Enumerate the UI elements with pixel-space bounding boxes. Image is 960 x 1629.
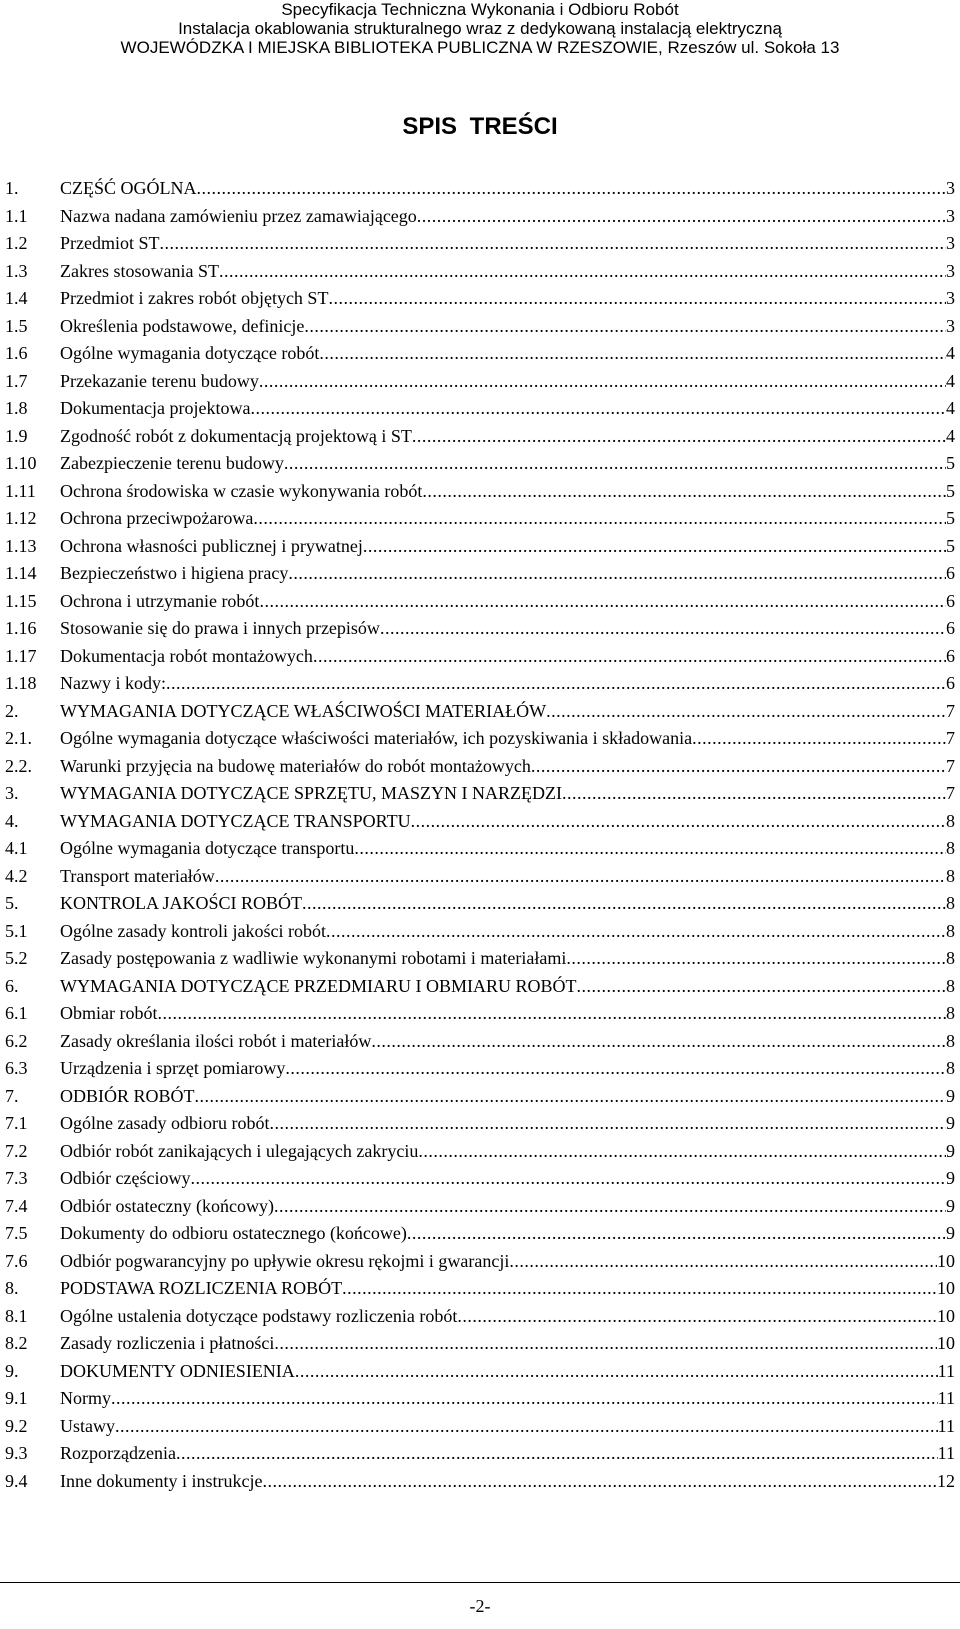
toc-leader-dots [417, 203, 946, 231]
toc-entry-body [60, 945, 955, 973]
toc-entry-number: 7.3 [5, 1168, 28, 1188]
toc-entry-body [60, 1138, 955, 1166]
toc-entry-number: 1.3 [5, 260, 28, 281]
toc-entry-body [60, 1248, 955, 1276]
toc-entry-page: 7 [946, 700, 955, 721]
toc-entry-number: 1.7 [5, 370, 28, 391]
toc-entry-body [60, 313, 955, 341]
toc-entry-body [60, 285, 955, 313]
toc-entry-page: 8 [946, 893, 955, 913]
toc-leader-dots [250, 395, 946, 423]
toc-entry-page: 4 [946, 343, 955, 363]
toc-entry[interactable] [5, 725, 955, 753]
toc-entry-body [60, 1055, 955, 1083]
toc-leader-dots [380, 615, 946, 643]
toc-entry-title: Przedmiot ST [60, 233, 160, 253]
toc-entry-page: 5 [946, 508, 955, 528]
toc-entry[interactable] [5, 1440, 955, 1468]
toc-leader-dots [219, 258, 946, 286]
toc-entry[interactable] [5, 533, 955, 561]
toc-entry-title: Dokumenty do odbioru ostatecznego (końcowe) [60, 1223, 407, 1243]
toc-entry[interactable] [5, 588, 955, 616]
toc-entry-body [60, 835, 955, 863]
toc-entry-title: Przekazanie terenu budowy [60, 370, 259, 391]
toc-entry-number: 9.2 [5, 1415, 28, 1436]
toc-entry[interactable] [5, 945, 955, 973]
toc-entry-body [60, 560, 955, 588]
toc-leader-dots [412, 423, 946, 451]
toc-leader-dots [195, 1083, 946, 1111]
toc-entry-body [60, 670, 955, 698]
toc-leader-dots [304, 313, 946, 341]
toc-entry-number: 3. [5, 783, 19, 803]
toc-entry-title: Obmiar robót [60, 1003, 158, 1023]
toc-entry-title: WYMAGANIA DOTYCZĄCE PRZEDMIARU I OBMIARU ROBÓT [60, 975, 577, 996]
toc-leader-dots [253, 505, 946, 533]
toc-entry-body [60, 780, 955, 808]
toc-entry[interactable] [5, 1303, 955, 1331]
toc-entry-page: 11 [937, 1388, 955, 1408]
toc-leader-dots [328, 285, 946, 313]
toc-entry-title: Stosowanie się do prawa i innych przepisów [60, 618, 380, 638]
toc-leader-dots [326, 918, 946, 946]
toc-entry-body [60, 1220, 955, 1248]
toc-entry-body [60, 423, 955, 451]
toc-entry[interactable] [5, 175, 955, 203]
toc-entry-page: 8 [946, 1030, 955, 1051]
toc-entry-page: 6 [946, 673, 955, 693]
toc-entry-page: 3 [946, 260, 955, 281]
toc-entry-number: 4.1 [5, 838, 28, 858]
toc-entry[interactable] [5, 863, 955, 891]
toc-entry-body [60, 615, 955, 643]
toc-leader-dots [577, 973, 947, 1001]
toc-entry-page: 9 [946, 1168, 955, 1188]
toc-entry-body [60, 643, 955, 671]
toc-entry-page: 4 [946, 370, 955, 391]
toc-entry-number: 7.4 [5, 1195, 28, 1216]
toc-leader-dots [407, 1220, 946, 1248]
toc-leader-dots [371, 1028, 946, 1056]
toc-leader-dots [302, 890, 946, 918]
toc-entry-title: Ochrona i utrzymanie robót [60, 590, 260, 611]
toc-entry-page: 10 [937, 1333, 955, 1353]
toc-entry-number: 9.4 [5, 1470, 28, 1491]
toc-entry-number: 1.8 [5, 398, 28, 418]
toc-entry[interactable] [5, 1055, 955, 1083]
header-title: Specyfikacja Techniczna Wykonania i Odbioru Robót [281, 0, 679, 19]
toc-entry[interactable] [5, 560, 955, 588]
toc-entry-number: 2.1. [5, 728, 32, 748]
toc-entry-page: 8 [946, 920, 955, 941]
toc-entry-number: 6.2 [5, 1030, 28, 1051]
toc-entry[interactable] [5, 1028, 955, 1056]
toc-entry-number: 9.3 [5, 1443, 28, 1463]
toc-entry-title: Ochrona własności publicznej i prywatnej [60, 535, 363, 556]
toc-entry-body [60, 1468, 955, 1496]
toc-entry-body [60, 890, 955, 918]
toc-entry[interactable] [5, 230, 955, 258]
toc-entry-title: Zasady postępowania z wadliwie wykonanymi robotami i materiałami [60, 948, 567, 968]
toc-entry-body [60, 203, 955, 231]
toc-entry-title: WYMAGANIA DOTYCZĄCE SPRZĘTU, MASZYN I NARZĘDZI [60, 783, 562, 803]
document-header [0, 0, 960, 57]
toc-entry-page: 3 [946, 315, 955, 336]
toc-entry-title: PODSTAWA ROZLICZENIA ROBÓT [60, 1278, 343, 1298]
toc-entry-number: 7.2 [5, 1140, 28, 1161]
toc-leader-dots [509, 1248, 937, 1276]
toc-entry[interactable] [5, 1248, 955, 1276]
toc-entry-number: 9.1 [5, 1388, 28, 1408]
toc-entry-title: Ustawy [60, 1415, 115, 1436]
toc-entry-page: 8 [946, 975, 955, 996]
toc-entry-body [60, 175, 955, 203]
toc-entry-number: 1.2 [5, 233, 28, 253]
toc-entry-body [60, 588, 955, 616]
toc-entry[interactable] [5, 615, 955, 643]
toc-entry-page: 9 [946, 1223, 955, 1243]
toc-entry-number: 1.12 [5, 508, 37, 528]
toc-entry[interactable] [5, 1220, 955, 1248]
toc-entry-body [60, 753, 955, 781]
toc-entry[interactable] [5, 203, 955, 231]
toc-entry-body [60, 1028, 955, 1056]
header-subtitle: Instalacja okablowania strukturalnego wraz z dedykowaną instalacją elektryczną [178, 19, 782, 38]
toc-entry-page: 5 [946, 480, 955, 501]
toc-entry-number: 6.3 [5, 1058, 28, 1078]
toc-entry-body [60, 808, 955, 836]
toc-entry-number: 7.1 [5, 1113, 28, 1133]
toc-entry-number: 1. [5, 178, 19, 198]
toc-entry[interactable] [5, 890, 955, 918]
toc-entry-title: Ogólne wymagania dotyczące robót [60, 343, 320, 363]
toc-entry-number: 2.2. [5, 755, 32, 776]
toc-leader-dots [363, 533, 946, 561]
toc-leader-dots [157, 1000, 946, 1028]
toc-entry-body [60, 1083, 955, 1111]
toc-entry-body [60, 1385, 955, 1413]
toc-entry-page: 4 [946, 425, 955, 446]
toc-entry-title: KONTROLA JAKOŚCI ROBÓT [60, 893, 303, 913]
toc-entry-title: WYMAGANIA DOTYCZĄCE TRANSPORTU [60, 810, 411, 831]
toc-entry-number: 5.2 [5, 948, 28, 968]
toc-entry[interactable] [5, 258, 955, 286]
toc-entry-body [60, 1358, 955, 1386]
toc-entry-page: 8 [946, 1003, 955, 1023]
toc-entry[interactable] [5, 505, 955, 533]
toc-entry[interactable] [5, 285, 955, 313]
toc-entry-number: 4. [5, 810, 19, 831]
toc-entry-page: 8 [946, 865, 955, 886]
toc-entry-number: 7.6 [5, 1250, 28, 1271]
toc-entry-body [60, 505, 955, 533]
toc-entry-title: Odbiór częściowy [60, 1168, 191, 1188]
toc-entry[interactable] [5, 450, 955, 478]
header-institution: WOJEWÓDZKA I MIEJSKA BIBLIOTEKA PUBLICZNA W RZESZOWIE, Rzeszów ul. Sokoła 13 [120, 38, 840, 57]
toc-entry[interactable] [5, 395, 955, 423]
toc-entry-title: Ogólne zasady odbioru robót [60, 1113, 270, 1133]
toc-leader-dots [562, 780, 946, 808]
toc-entry-page: 9 [946, 1113, 955, 1133]
toc-leader-dots [274, 1193, 946, 1221]
toc-leader-dots [259, 588, 946, 616]
toc-entry-title: Ochrona środowiska w czasie wykonywania robót [60, 480, 423, 501]
toc-entry[interactable] [5, 973, 955, 1001]
toc-entry-page: 6 [946, 563, 955, 583]
toc-leader-dots [418, 1138, 946, 1166]
toc-entry-title: Odbiór ostateczny (końcowy) [60, 1195, 274, 1216]
toc-entry-title: Ogólne zasady kontroli jakości robót [60, 920, 326, 941]
toc-entry[interactable] [5, 1083, 955, 1111]
toc-entry-body [60, 258, 955, 286]
toc-leader-dots [354, 835, 946, 863]
toc-entry-number: 5. [5, 893, 19, 913]
toc-entry-title: Nazwy i kody: [60, 673, 166, 693]
toc-entry-body [60, 1110, 955, 1138]
table-of-contents [5, 175, 955, 1495]
toc-entry[interactable] [5, 1193, 955, 1221]
toc-leader-dots [259, 368, 946, 396]
toc-entry-title: Określenia podstawowe, definicje [60, 315, 305, 336]
toc-entry-page: 8 [946, 838, 955, 858]
toc-entry-title: Urządzenia i sprzęt pomiarowy [60, 1058, 286, 1078]
toc-entry-body [60, 340, 955, 368]
toc-leader-dots [288, 560, 946, 588]
toc-entry-page: 10 [937, 1250, 955, 1271]
toc-entry-title: Ogólne wymagania dotyczące transportu [60, 838, 355, 858]
toc-entry-number: 1.11 [5, 480, 36, 501]
toc-entry-title: Zasady określania ilości robót i materiałów [60, 1030, 372, 1051]
toc-entry-number: 1.5 [5, 315, 28, 336]
toc-entry-title: Inne dokumenty i instrukcje [60, 1470, 263, 1491]
toc-entry-number: 8.1 [5, 1305, 28, 1326]
toc-leader-dots [546, 698, 946, 726]
toc-entry-page: 8 [946, 810, 955, 831]
toc-entry-number: 6. [5, 975, 19, 996]
toc-entry[interactable] [5, 643, 955, 671]
toc-entry-title: Przedmiot i zakres robót objętych ST [60, 288, 329, 308]
toc-entry[interactable] [5, 780, 955, 808]
toc-entry[interactable] [5, 423, 955, 451]
toc-entry-body [60, 973, 955, 1001]
toc-entry-number: 7.5 [5, 1223, 28, 1243]
toc-title: SPIS TREŚCI [402, 113, 558, 140]
toc-entry-number: 1.16 [5, 618, 37, 638]
toc-entry-page: 3 [946, 205, 955, 226]
toc-entry-page: 7 [946, 728, 955, 748]
toc-entry-number: 1.9 [5, 425, 28, 446]
toc-leader-dots [531, 753, 946, 781]
toc-entry-number: 8. [5, 1278, 19, 1298]
toc-entry[interactable] [5, 368, 955, 396]
toc-entry-page: 11 [937, 1443, 955, 1463]
toc-entry[interactable] [5, 808, 955, 836]
toc-entry-page: 5 [946, 535, 955, 556]
toc-entry-title: Nazwa nadana zamówieniu przez zamawiającego [60, 205, 417, 226]
toc-entry[interactable] [5, 1275, 955, 1303]
toc-entry-page: 3 [946, 178, 955, 198]
toc-entry-page: 9 [946, 1140, 955, 1161]
toc-entry-page: 10 [937, 1305, 955, 1326]
toc-entry-number: 1.18 [5, 673, 37, 693]
toc-leader-dots [411, 808, 946, 836]
toc-entry-title: Dokumentacja robót montażowych [60, 645, 313, 666]
toc-leader-dots [111, 1385, 938, 1413]
toc-leader-dots [295, 1358, 938, 1386]
toc-entry-page: 12 [937, 1470, 955, 1491]
toc-entry-body [60, 478, 955, 506]
toc-entry-body [60, 918, 955, 946]
toc-entry-number: 1.14 [5, 563, 37, 583]
toc-entry-title: Odbiór pogwarancyjny po upływie okresu rękojmi i gwarancji [60, 1250, 510, 1271]
toc-entry-number: 1.6 [5, 343, 28, 363]
toc-leader-dots [692, 725, 946, 753]
toc-leader-dots [115, 1413, 938, 1441]
toc-leader-dots [313, 643, 946, 671]
toc-entry-title: DOKUMENTY ODNIESIENIA [60, 1360, 295, 1381]
toc-entry-title: Odbiór robót zanikających i ulegających zakryciu [60, 1140, 419, 1161]
toc-entry-body [60, 863, 955, 891]
toc-entry-number: 6.1 [5, 1003, 28, 1023]
toc-entry-title: Normy [60, 1388, 111, 1408]
toc-entry-number: 1.10 [5, 453, 37, 473]
toc-entry-title: ODBIÓR ROBÓT [60, 1085, 195, 1106]
toc-entry-title: Zabezpieczenie terenu budowy [60, 453, 284, 473]
toc-entry-body [60, 450, 955, 478]
toc-entry[interactable] [5, 1000, 955, 1028]
toc-entry-number: 1.15 [5, 590, 37, 611]
toc-entry-number: 8.2 [5, 1333, 28, 1353]
toc-entry[interactable] [5, 478, 955, 506]
toc-entry-body [60, 1000, 955, 1028]
toc-entry-body [60, 1413, 955, 1441]
toc-entry-number: 7. [5, 1085, 19, 1106]
toc-leader-dots [319, 340, 946, 368]
toc-entry-page: 11 [937, 1360, 955, 1381]
toc-entry-number: 1.13 [5, 535, 37, 556]
toc-entry-title: Dokumentacja projektowa [60, 398, 251, 418]
toc-entry-body [60, 1303, 955, 1331]
toc-entry[interactable] [5, 1385, 955, 1413]
toc-entry[interactable] [5, 918, 955, 946]
toc-entry-title: Zasady rozliczenia i płatności [60, 1333, 275, 1353]
toc-entry-body [60, 395, 955, 423]
toc-entry-body [60, 698, 955, 726]
toc-leader-dots [422, 478, 946, 506]
toc-leader-dots [160, 230, 947, 258]
toc-entry-body [60, 230, 955, 258]
toc-entry-number: 2. [5, 700, 19, 721]
toc-leader-dots [166, 670, 946, 698]
toc-entry[interactable] [5, 1165, 955, 1193]
toc-entry[interactable] [5, 313, 955, 341]
footer-divider [0, 1582, 960, 1583]
toc-entry[interactable] [5, 1330, 955, 1358]
toc-entry[interactable] [5, 1413, 955, 1441]
toc-leader-dots [215, 863, 946, 891]
toc-entry-page: 6 [946, 618, 955, 638]
toc-entry-body [60, 368, 955, 396]
toc-entry-page: 5 [946, 453, 955, 473]
toc-entry-title: Bezpieczeństwo i higiena pracy [60, 563, 289, 583]
toc-entry-page: 7 [946, 783, 955, 803]
toc-entry-body [60, 1193, 955, 1221]
toc-entry-title: Ochrona przeciwpożarowa [60, 508, 254, 528]
toc-entry-title: WYMAGANIA DOTYCZĄCE WŁAŚCIWOŚCI MATERIAŁÓW [60, 700, 547, 721]
toc-entry-number: 5.1 [5, 920, 28, 941]
toc-entry-body [60, 1275, 955, 1303]
toc-entry-page: 9 [946, 1085, 955, 1106]
toc-entry-number: 1.1 [5, 205, 28, 226]
toc-entry-number: 1.17 [5, 645, 37, 666]
toc-leader-dots [457, 1303, 937, 1331]
toc-leader-dots [285, 1055, 946, 1083]
toc-leader-dots [262, 1468, 937, 1496]
toc-entry[interactable] [5, 1358, 955, 1386]
toc-entry-page: 8 [946, 948, 955, 968]
toc-entry-page: 4 [946, 398, 955, 418]
toc-entry-page: 6 [946, 645, 955, 666]
toc-entry-page: 10 [937, 1278, 955, 1298]
toc-entry-page: 3 [946, 233, 955, 253]
toc-entry-body [60, 725, 955, 753]
page-number: -2- [469, 1596, 491, 1616]
toc-entry-page: 9 [946, 1195, 955, 1216]
toc-entry[interactable] [5, 1110, 955, 1138]
toc-leader-dots [284, 450, 946, 478]
toc-entry[interactable] [5, 698, 955, 726]
toc-entry-page: 11 [937, 1415, 955, 1436]
toc-entry-title: Zgodność robót z dokumentacją projektową i ST [60, 425, 412, 446]
toc-entry[interactable] [5, 1138, 955, 1166]
toc-entry-number: 9. [5, 1360, 19, 1381]
toc-entry-body [60, 1440, 955, 1468]
toc-leader-dots [176, 1440, 938, 1468]
toc-entry-title: CZĘŚĆ OGÓLNA [60, 178, 197, 198]
toc-leader-dots [190, 1165, 946, 1193]
toc-entry-page: 8 [946, 1058, 955, 1078]
toc-entry[interactable] [5, 835, 955, 863]
toc-entry[interactable] [5, 753, 955, 781]
toc-entry-title: Transport materiałów [60, 865, 215, 886]
toc-entry-title: Ogólne wymagania dotyczące właściwości materiałów, ich pozyskiwania i składowania [60, 728, 693, 748]
toc-entry-page: 3 [946, 288, 955, 308]
toc-entry-title: Warunki przyjęcia na budowę materiałów do robót montażowych [60, 755, 531, 776]
toc-entry-body [60, 1330, 955, 1358]
toc-entry[interactable] [5, 340, 955, 368]
toc-entry-body [60, 533, 955, 561]
toc-leader-dots [197, 175, 946, 203]
toc-entry-page: 7 [946, 755, 955, 776]
toc-entry-body [60, 1165, 955, 1193]
toc-leader-dots [566, 945, 946, 973]
toc-leader-dots [269, 1110, 946, 1138]
toc-entry-title: Zakres stosowania ST [60, 260, 219, 281]
toc-entry-title: Ogólne ustalenia dotyczące podstawy rozliczenia robót [60, 1305, 458, 1326]
toc-entry-title: Rozporządzenia [60, 1443, 176, 1463]
toc-entry-number: 1.4 [5, 288, 28, 308]
toc-entry[interactable] [5, 1468, 955, 1496]
toc-entry-number: 4.2 [5, 865, 28, 886]
toc-entry[interactable] [5, 670, 955, 698]
toc-leader-dots [342, 1275, 937, 1303]
toc-entry-page: 6 [946, 590, 955, 611]
toc-leader-dots [274, 1330, 937, 1358]
